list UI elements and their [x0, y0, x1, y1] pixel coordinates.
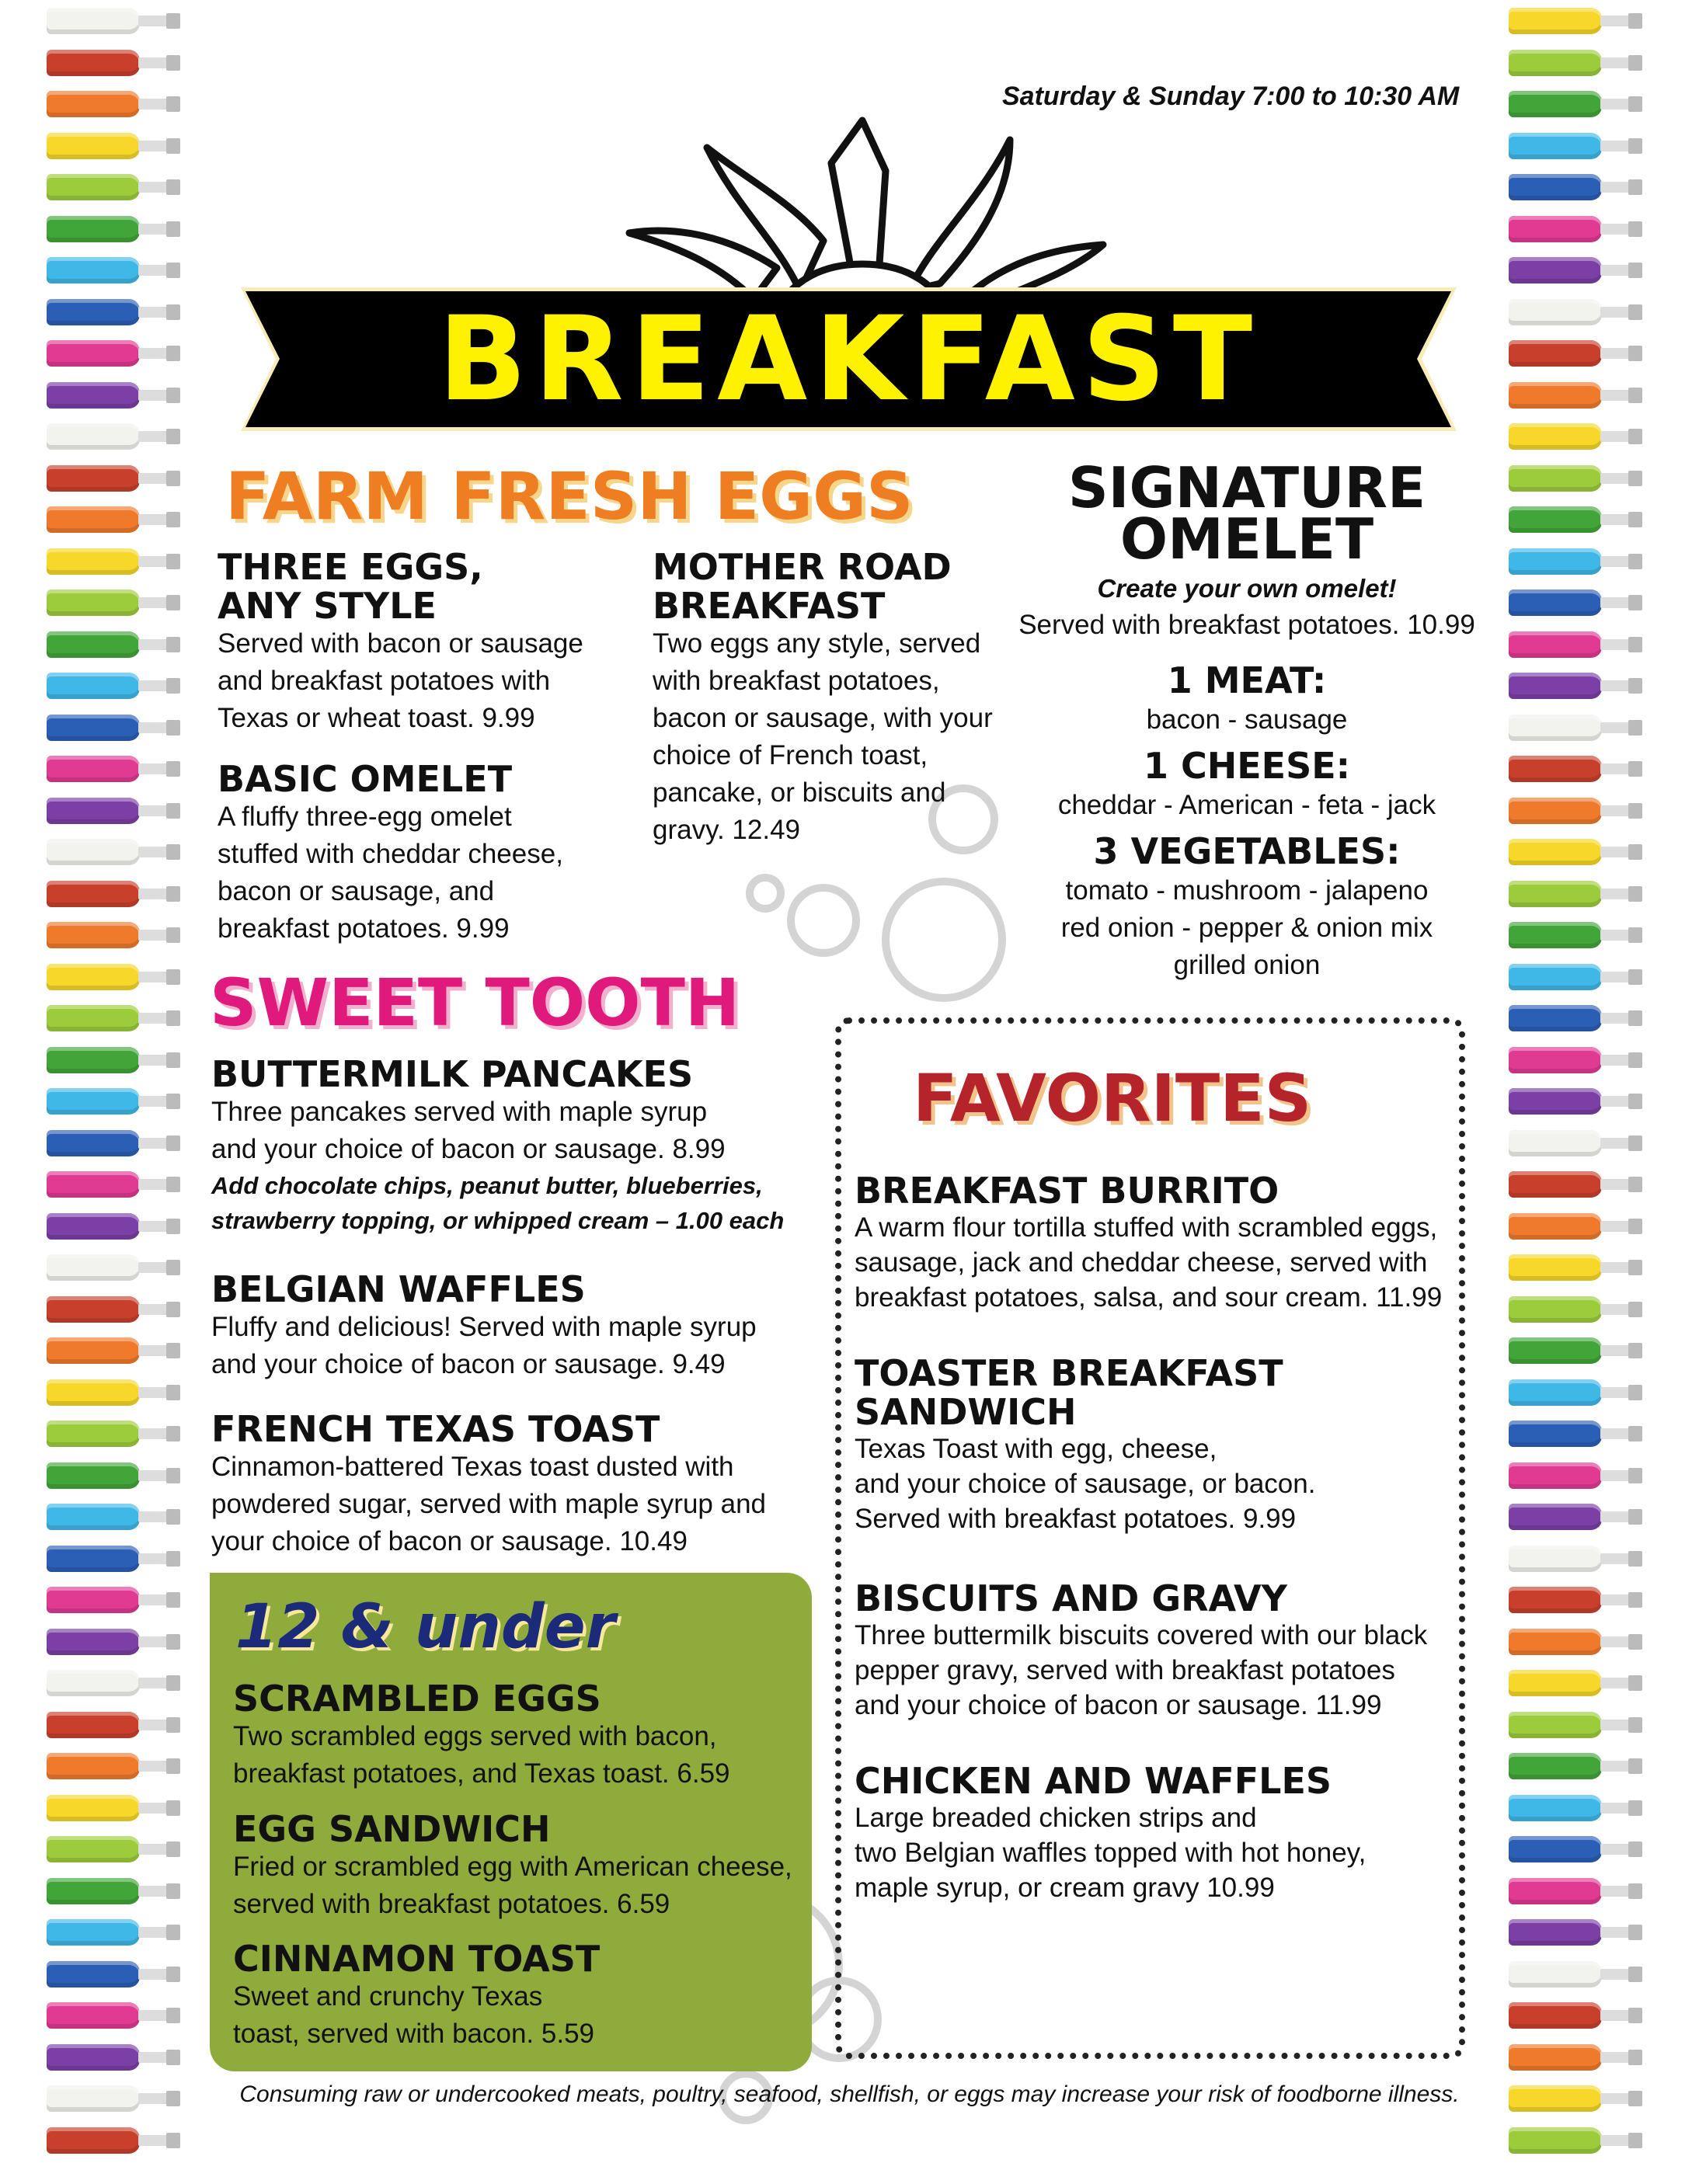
item-description: pancake, or biscuits and: [653, 777, 946, 808]
item-description: and breakfast potatoes with: [218, 666, 551, 696]
item-name: BUTTERMILK PANCAKES: [211, 1053, 694, 1095]
item-name: CHICKEN AND WAFFLES: [855, 1760, 1332, 1802]
item-description: bacon or sausage, and: [218, 876, 495, 906]
sweet-tooth-heading: SWEET TOOTH: [210, 965, 740, 1041]
item-description: stuffed with cheddar cheese,: [218, 839, 563, 869]
item-note: strawberry topping, or whipped cream – 1.00 each: [211, 1207, 785, 1234]
item-description: and your choice of bacon or sausage. 8.99: [211, 1134, 726, 1164]
item-name: MOTHER ROAD: [653, 546, 952, 588]
item-description: Served with bacon or sausage: [218, 628, 583, 659]
item-description: A fluffy three-egg omelet: [218, 802, 512, 832]
item-name: TOASTER BREAKFAST: [855, 1352, 1283, 1394]
vegetable-options: grilled onion: [1173, 950, 1321, 980]
item-name: SCRAMBLED EGGS: [233, 1678, 601, 1720]
farm-fresh-eggs-heading: FARM FRESH EGGS: [225, 458, 914, 534]
french-texas-toast-item: [211, 1410, 833, 1560]
cinnamon-toast-item: [233, 1939, 808, 2053]
hours-text: Saturday & Sunday 7:00 to 10:30 AM: [1002, 82, 1460, 111]
kids-menu-heading: 12 & under: [235, 1592, 616, 1662]
heading-line: SIGNATURE: [1067, 455, 1426, 520]
item-description: two Belgian waffles topped with hot honey,: [855, 1838, 1367, 1868]
chicken-and-waffles-item: [855, 1761, 1445, 1905]
item-description: Cinnamon-battered Texas toast dusted with: [211, 1452, 734, 1482]
item-description: and your choice of sausage, or bacon.: [855, 1469, 1316, 1499]
item-description: Two eggs any style, served: [653, 628, 981, 659]
item-description: Large breaded chicken strips and: [855, 1803, 1257, 1833]
vegetables-label: 3 VEGETABLES:: [1093, 830, 1401, 872]
item-description: and your choice of bacon or sausage. 9.49: [211, 1349, 726, 1379]
basic-omelet-item: [218, 760, 629, 948]
belgian-waffles-item: [211, 1270, 833, 1383]
breakfast-burrito-item: [855, 1171, 1445, 1315]
heading-line: OMELET: [1119, 506, 1374, 572]
item-description: pepper gravy, served with breakfast potatoes: [855, 1655, 1395, 1685]
item-name: BELGIAN WAFFLES: [211, 1268, 586, 1310]
vegetable-options: red onion - pepper & onion mix: [1060, 913, 1433, 943]
cheese-label: 1 CHEESE:: [1143, 745, 1351, 787]
meat-options: bacon - sausage: [1146, 704, 1348, 735]
cheese-options: cheddar - American - feta - jack: [1057, 790, 1436, 820]
item-description: Texas Toast with egg, cheese,: [855, 1434, 1217, 1464]
page-title: BREAKFAST: [437, 292, 1260, 427]
item-description: choice of French toast,: [653, 740, 928, 770]
item-name: BASIC OMELET: [218, 758, 513, 800]
signature-omelet-details: [1010, 571, 1484, 984]
item-description: powdered sugar, served with maple syrup and: [211, 1489, 767, 1519]
food-safety-disclaimer: Consuming raw or undercooked meats, poultry, seafood, shellfish, or eggs may increase your risk of foodborne illness.: [239, 2081, 1460, 2107]
mother-road-item: [653, 548, 1018, 849]
item-name: THREE EGGS,: [218, 546, 483, 588]
item-description: toast, served with bacon. 5.59: [233, 2019, 594, 2049]
meat-label: 1 MEAT:: [1167, 659, 1327, 701]
item-name: EGG SANDWICH: [233, 1808, 551, 1850]
item-description: with breakfast potatoes,: [653, 666, 940, 696]
item-description: Served with breakfast potatoes. 9.99: [855, 1504, 1297, 1534]
item-description: served with breakfast potatoes. 6.59: [233, 1889, 670, 1919]
item-note: Add chocolate chips, peanut butter, blueberries,: [211, 1172, 763, 1199]
signature-omelet-heading: [1025, 455, 1468, 572]
item-name: SANDWICH: [855, 1391, 1077, 1433]
item-name: BREAKFAST: [653, 585, 886, 627]
item-description: Three buttermilk biscuits covered with our black: [855, 1620, 1428, 1650]
item-description: Two scrambled eggs served with bacon,: [233, 1721, 717, 1751]
signature-tagline: Create your own omelet!: [1097, 574, 1397, 603]
item-name: FRENCH TEXAS TOAST: [211, 1408, 660, 1450]
item-description: Fried or scrambled egg with American cheese,: [233, 1852, 792, 1882]
vegetable-options: tomato - mushroom - jalapeno: [1065, 875, 1429, 906]
item-name: ANY STYLE: [218, 585, 437, 627]
item-description: your choice of bacon or sausage. 10.49: [211, 1526, 688, 1556]
item-description: bacon or sausage, with your: [653, 703, 993, 733]
item-description: Fluffy and delicious! Served with maple syrup: [211, 1312, 757, 1342]
item-description: breakfast potatoes. 9.99: [218, 913, 510, 944]
item-name: BISCUITS AND GRAVY: [855, 1577, 1287, 1619]
item-description: Texas or wheat toast. 9.99: [218, 703, 535, 733]
item-description: Three pancakes served with maple syrup: [211, 1097, 708, 1127]
sun-icon: [544, 109, 1181, 311]
item-name: BREAKFAST BURRITO: [855, 1170, 1279, 1212]
biscuits-and-gravy-item: [855, 1579, 1445, 1723]
signature-description: Served with breakfast potatoes. 10.99: [1018, 610, 1475, 640]
item-description: and your choice of bacon or sausage. 11.99: [855, 1690, 1382, 1720]
item-description: breakfast potatoes, salsa, and sour cream. 11.99: [855, 1282, 1443, 1313]
buttermilk-pancakes-item: [211, 1055, 833, 1238]
item-description: A warm flour tortilla stuffed with scrambled eggs,: [855, 1212, 1438, 1243]
item-description: breakfast potatoes, and Texas toast. 6.59: [233, 1758, 730, 1789]
scrambled-eggs-item: [233, 1679, 808, 1793]
three-eggs-item: [218, 548, 629, 737]
toaster-sandwich-item: [855, 1354, 1445, 1536]
item-description: gravy. 12.49: [653, 815, 801, 845]
favorites-heading: FAVORITES: [913, 1060, 1312, 1136]
item-description: Sweet and crunchy Texas: [233, 1981, 543, 2012]
item-description: sausage, jack and cheddar cheese, served with: [855, 1247, 1428, 1278]
item-description: maple syrup, or cream gravy 10.99: [855, 1873, 1275, 1903]
egg-sandwich-item: [233, 1810, 808, 1923]
item-name: CINNAMON TOAST: [233, 1938, 601, 1980]
